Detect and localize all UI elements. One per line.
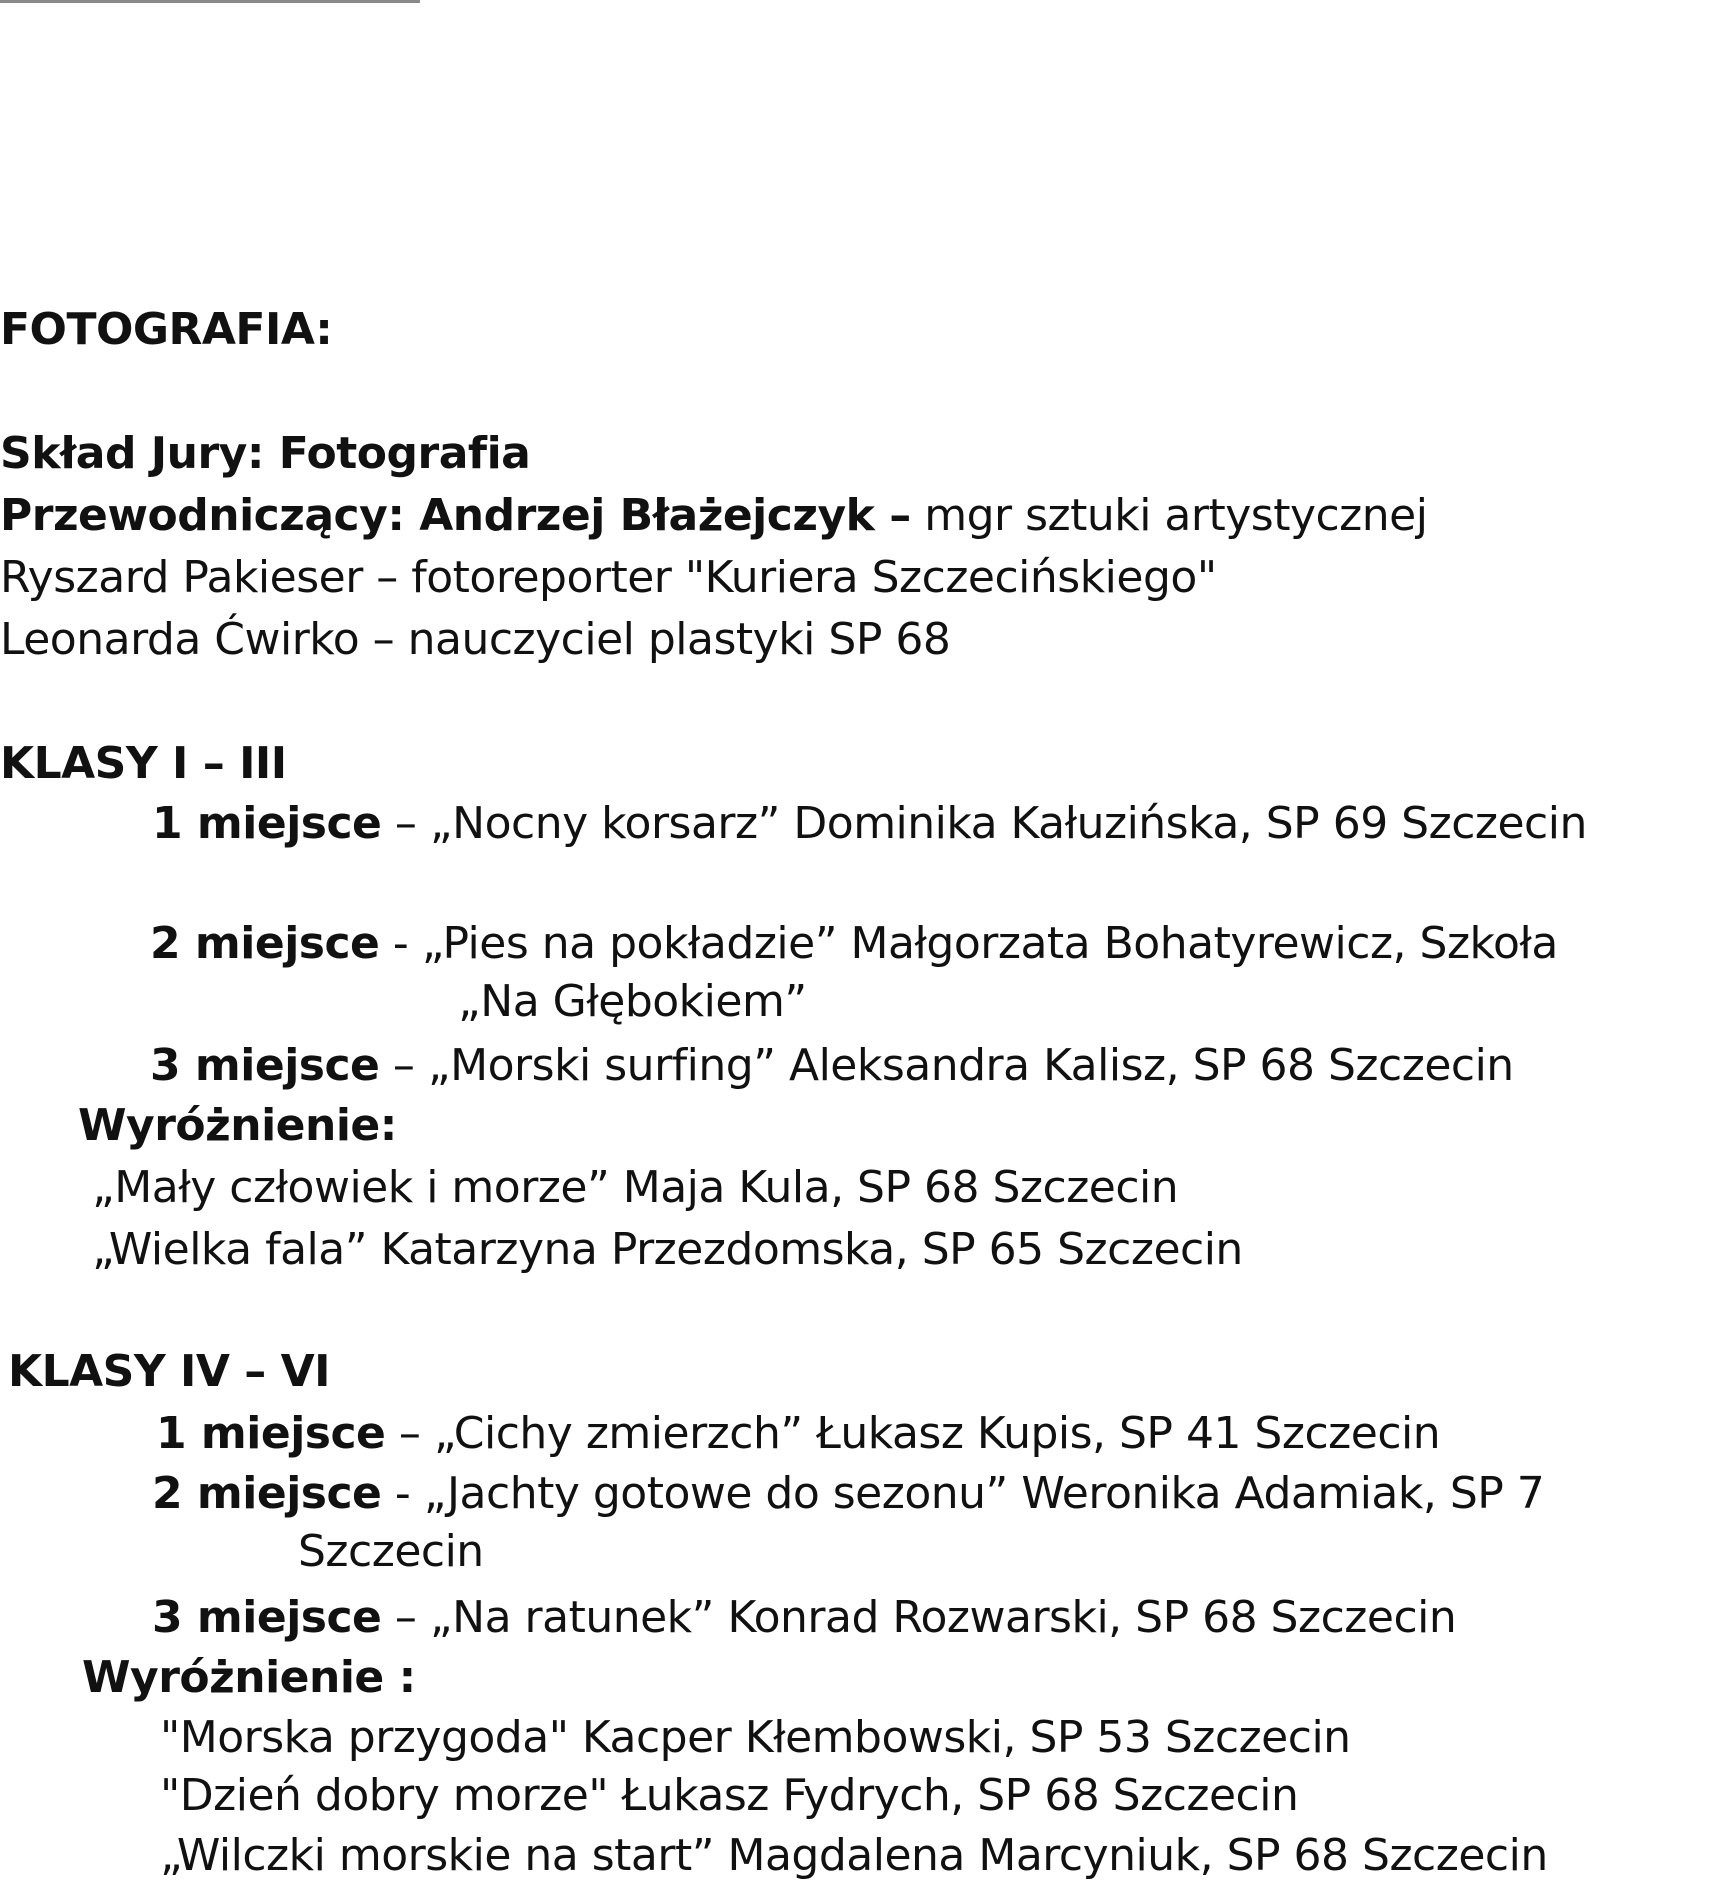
award-row xyxy=(150,918,1558,970)
award-text: - „Pies na pokładzie” Małgorzata Bohatyrewicz, Szkoła xyxy=(379,918,1558,969)
place-label: 3 miejsce xyxy=(152,1592,382,1643)
award-row xyxy=(150,1040,1514,1092)
scan-edge-mark xyxy=(0,0,420,3)
jury-heading: Skład Jury: Fotografia xyxy=(0,428,531,479)
group-heading: KLASY I – III xyxy=(0,738,287,789)
jury-member: Leonarda Ćwirko – nauczyciel plastyki SP 68 xyxy=(0,614,951,665)
award-row xyxy=(152,1468,1544,1520)
award-text: – „Cichy zmierzch” Łukasz Kupis, SP 41 Szczecin xyxy=(385,1408,1441,1459)
award-row xyxy=(152,1592,1456,1644)
distinction-heading: Wyróżnienie : xyxy=(82,1652,416,1703)
jury-chair-desc: mgr sztuki artystycznej xyxy=(910,490,1428,541)
jury-chair xyxy=(0,490,1427,542)
distinction-item: "Morska przygoda" Kacper Kłembowski, SP 53 Szczecin xyxy=(160,1712,1351,1763)
place-label: 2 miejsce xyxy=(150,918,380,969)
jury-chair-label: Przewodniczący: Andrzej Błażejczyk – xyxy=(0,490,911,541)
place-label: 2 miejsce xyxy=(152,1468,382,1519)
award-continuation: „Na Głębokiem” xyxy=(458,976,807,1027)
distinction-item: "Dzień dobry morze" Łukasz Fydrych, SP 68 Szczecin xyxy=(160,1770,1299,1821)
award-row xyxy=(156,1408,1440,1460)
place-label: 1 miejsce xyxy=(152,798,382,849)
jury-member: Ryszard Pakieser – fotoreporter "Kuriera Szczecińskiego" xyxy=(0,552,1217,603)
award-text: – „Nocny korsarz” Dominika Kałuzińska, SP 69 Szczecin xyxy=(381,798,1587,849)
award-text: - „Jachty gotowe do sezonu” Weronika Adamiak, SP 7 xyxy=(381,1468,1545,1519)
award-continuation: Szczecin xyxy=(298,1526,484,1577)
place-label: 3 miejsce xyxy=(150,1040,380,1091)
distinction-item: „Mały człowiek i morze” Maja Kula, SP 68 Szczecin xyxy=(92,1162,1179,1213)
place-label: 1 miejsce xyxy=(156,1408,386,1459)
distinction-item: „Wielka fala” Katarzyna Przezdomska, SP 65 Szczecin xyxy=(92,1224,1243,1275)
distinction-heading: Wyróżnienie: xyxy=(78,1100,397,1151)
distinction-item: „Wilczki morskie na start” Magdalena Marcyniuk, SP 68 Szczecin xyxy=(160,1830,1548,1881)
award-text: – „Na ratunek” Konrad Rozwarski, SP 68 Szczecin xyxy=(381,1592,1457,1643)
section-title: FOTOGRAFIA: xyxy=(0,304,333,355)
award-text: – „Morski surfing” Aleksandra Kalisz, SP 68 Szczecin xyxy=(379,1040,1514,1091)
group-heading: KLASY IV – VI xyxy=(8,1346,331,1397)
award-row xyxy=(152,798,1587,850)
